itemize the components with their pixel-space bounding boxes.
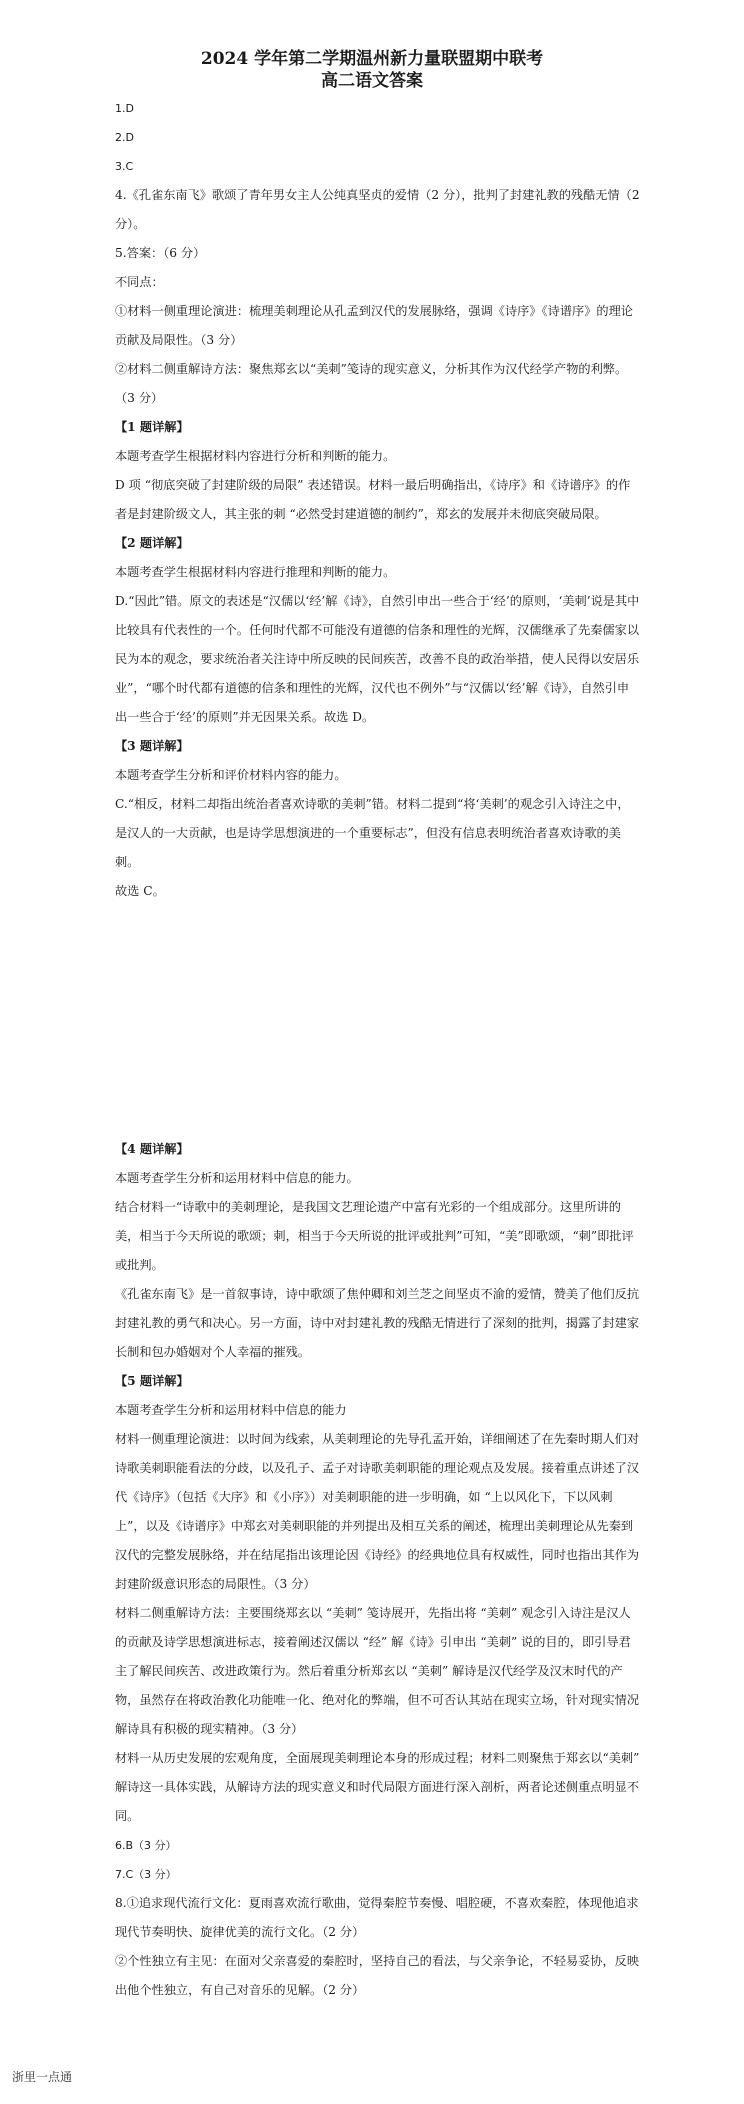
q1-detail-heading: 【1 题详解】 xyxy=(115,420,189,434)
q5-detail-heading: 【5 题详解】 xyxy=(115,1374,189,1388)
content-section-1 xyxy=(115,94,640,906)
q4-detail-intro: 本题考查学生分析和运用材料中信息的能力。 xyxy=(115,1171,359,1185)
answer-8-point-1: 8.①追求现代流行文化：夏雨喜欢流行歌曲，觉得秦腔节奏慢、唱腔硬，不喜欢秦腔，体现他追求现代节奏明快、旋律优美的流行文化。（2 分） xyxy=(115,1896,639,1939)
q5-detail-intro: 本题考查学生分析和运用材料中信息的能力 xyxy=(115,1403,347,1417)
q5-detail-summary: 材料一从历史发展的宏观角度，全面展现美刺理论本身的形成过程；材料二则聚焦于郑玄以“美刺” 解诗这一具体实践，从解诗方法的现实意义和时代局限方面进行深入剖析，两者论述侧重点明显不同。 xyxy=(115,1751,640,1823)
q4-detail-heading: 【4 题详解】 xyxy=(115,1142,189,1156)
q5-detail-material-1: 材料一侧重理论演进：以时间为线索，从美刺理论的先导孔孟开始，详细阐述了在先秦时期人们对诗歌美刺职能看法的分歧，以及孔子、孟子对诗歌美刺职能的理论观点及发展。接着重点讲述了汉代《诗序》（包括《大序》和《小序》）对美刺职能的进一步明确，如 “上以风化下，下以风刺上”，以及《诗谱序》中郑玄对美刺职能的并列提出及相互关系的阐述，梳理出美刺理论从先秦到汉代的完整发展脉络，并在结尾指出该理论因《诗经》的经典地位具有权威性，同时也指出其作为封建阶级意识形态的局限性。（3 分） xyxy=(115,1432,640,1591)
footer-watermark: 浙里一点通 xyxy=(12,2070,73,2084)
title-block xyxy=(0,48,744,92)
answer-6: 6.B（3 分） xyxy=(115,1839,177,1852)
answer-1: 1.D xyxy=(115,102,134,115)
answer-4: 4.《孔雀东南飞》歌颂了青年男女主人公纯真坚贞的爱情（2 分），批判了封建礼教的残酷无情（2 分）。 xyxy=(115,188,640,231)
q2-detail-heading: 【2 题详解】 xyxy=(115,536,189,550)
q3-detail-body: C.“相反，材料二却指出统治者喜欢诗歌的美刺”错。材料二提到“将‘美刺’的观念引入诗注之中，是汉人的一大贡献，也是诗学思想演进的一个重要标志”，但没有信息表明统治者喜欢诗歌的美刺。 xyxy=(115,797,630,869)
q2-detail-body: D.“因此”错。原文的表述是“汉儒以‘经’解《诗》，自然引申出一些合于‘经’的原则，‘美刺’说是其中比较具有代表性的一个。任何时代都不可能没有道德的信条和理性的光辉，汉儒继承了先秦儒家以民为本的观念，要求统治者关注诗中所反映的民间疾苦，改善不良的政治举措，使人民得以安居乐业”，“哪个时代都有道德的信条和理性的光辉，汉代也不例外”与“汉儒以‘经’解《诗》，自然引申出一些合于‘经’的原则”并无因果关系。故选 D。 xyxy=(115,594,640,724)
document-subtitle: 高二语文答案 xyxy=(321,71,423,91)
answer-5-point-2: ②材料二侧重解诗方法：聚焦郑玄以“美刺”笺诗的现实意义，分析其作为汉代经学产物的利弊。（3 分） xyxy=(115,362,628,405)
q4-detail-body-2: 《孔雀东南飞》是一首叙事诗，诗中歌颂了焦仲卿和刘兰芝之间坚贞不渝的爱情，赞美了他们反抗封建礼教的勇气和决心。另一方面，诗中对封建礼教的残酷无情进行了深刻的批判，揭露了封建家长制和包办婚姻对个人幸福的摧残。 xyxy=(115,1287,640,1359)
answer-7: 7.C（3 分） xyxy=(115,1868,177,1881)
q1-detail-intro: 本题考查学生根据材料内容进行分析和判断的能力。 xyxy=(115,449,396,463)
q3-detail-conclusion: 故选 C。 xyxy=(115,884,165,898)
content-section-2 xyxy=(115,1135,640,2005)
answer-5-heading: 5.答案：（6 分） xyxy=(115,246,206,260)
q5-detail-material-2: 材料二侧重解诗方法：主要围绕郑玄以 “美刺” 笺诗展开，先指出将 “美刺” 观念引入诗注是汉人的贡献及诗学思想演进标志，接着阐述汉儒以 “经” 解《诗》引申出 “美刺” 说的目的，即引导君主了解民间疾苦、改进政策行为。然后着重分析郑玄以 “美刺” 解诗是汉代经学及汉末时代的产物，虽然存在将政治教化功能唯一化、绝对化的弊端，但不可否认其站在现实立场，针对现实情况解诗具有积极的现实精神。（3 分） xyxy=(115,1606,640,1736)
q4-detail-body-1: 结合材料一“诗歌中的美刺理论，是我国文艺理论遗产中富有光彩的一个组成部分。这里所讲的美，相当于今天所说的歌颂；刺，相当于今天所说的批评或批判”可知，“美”即歌颂，“刺”即批评或批判。 xyxy=(115,1200,634,1272)
q2-detail-intro: 本题考查学生根据材料内容进行推理和判断的能力。 xyxy=(115,565,396,579)
answer-5-diff-label: 不同点： xyxy=(115,275,164,289)
answer-2: 2.D xyxy=(115,131,134,144)
answer-3: 3.C xyxy=(115,160,134,173)
answer-8-point-2: ②个性独立有主见：在面对父亲喜爱的秦腔时，坚持自己的看法，与父亲争论，不轻易妥协，反映出他个性独立，有自己对音乐的见解。（2 分） xyxy=(115,1954,640,1997)
document-title: 2024 学年第二学期温州新力量联盟期中联考 xyxy=(200,49,544,69)
q1-detail-body: D 项 “彻底突破了封建阶级的局限” 表述错误。材料一最后明确指出，《诗序》和《诗谱序》的作者是封建阶级文人，其主张的刺 “必然受封建道德的制约”，郑玄的发展并未彻底突破局限。 xyxy=(115,478,631,521)
q3-detail-heading: 【3 题详解】 xyxy=(115,739,189,753)
answer-5-point-1: ①材料一侧重理论演进：梳理美刺理论从孔孟到汉代的发展脉络，强调《诗序》《诗谱序》的理论贡献及局限性。（3 分） xyxy=(115,304,633,347)
q3-detail-intro: 本题考查学生分析和评价材料内容的能力。 xyxy=(115,768,347,782)
